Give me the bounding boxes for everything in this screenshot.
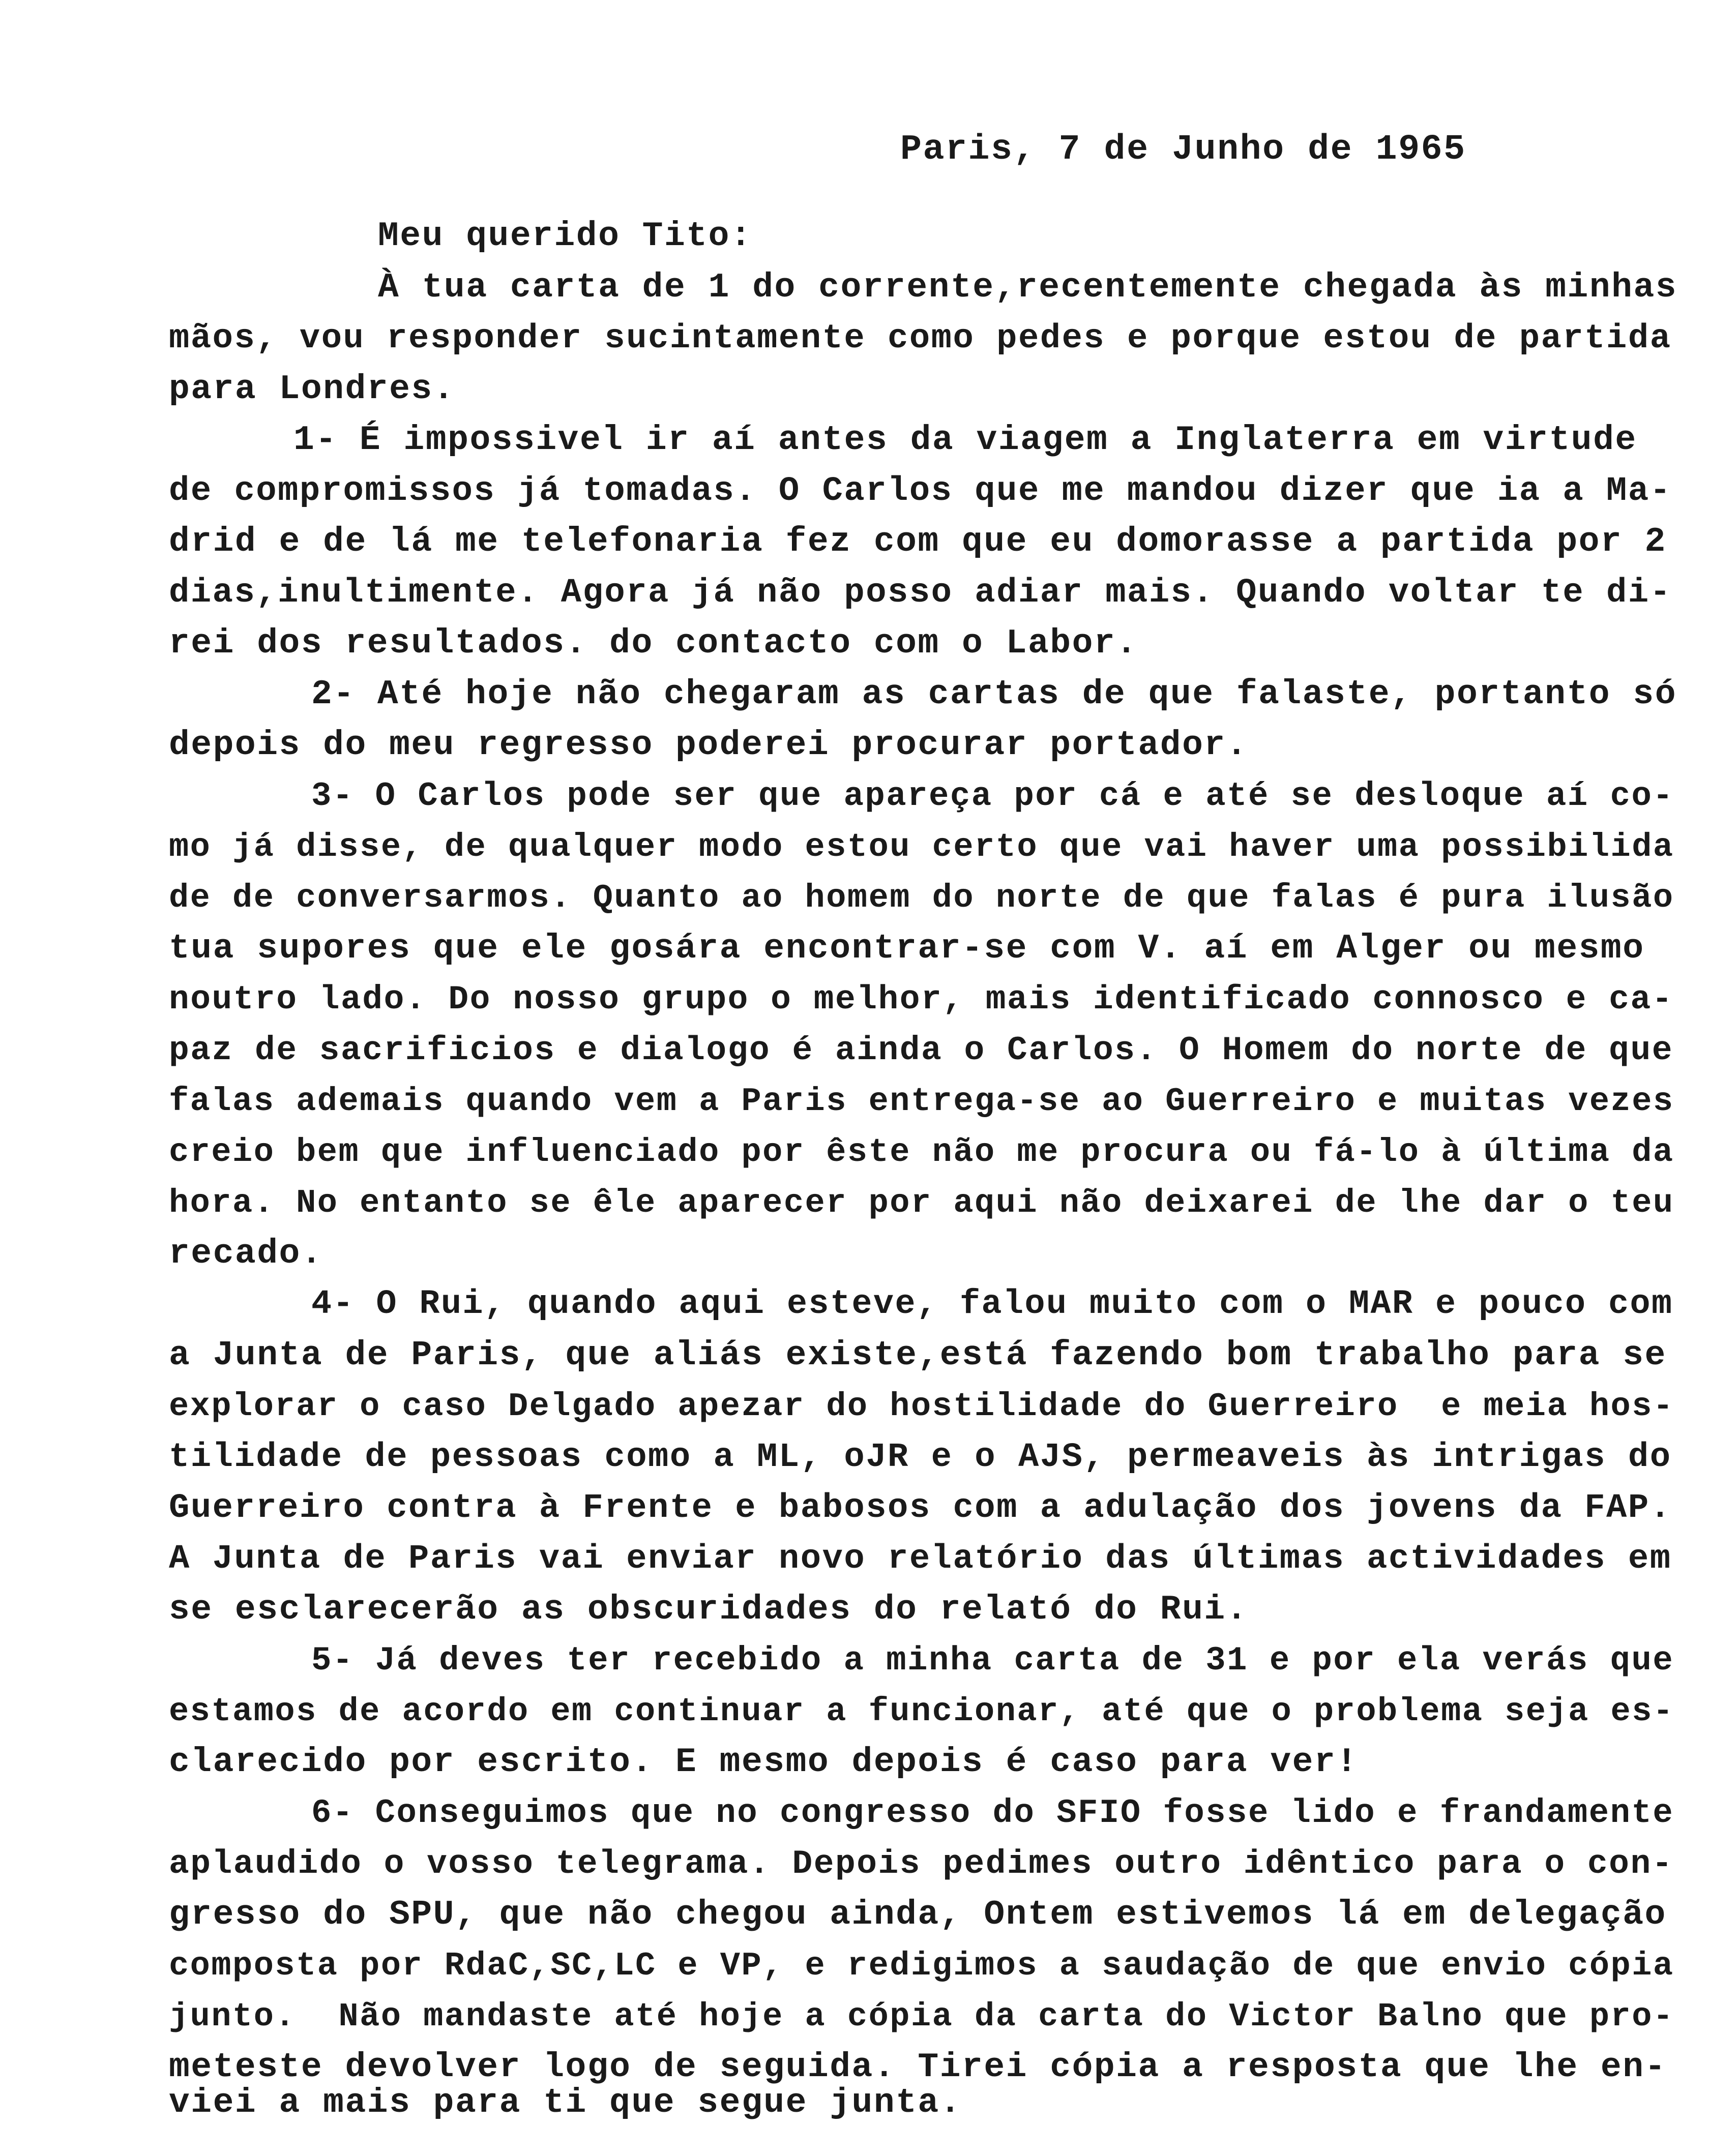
letter-salutation: Meu querido Tito: [378, 217, 753, 256]
body-line: se esclarecerão as obscuridades do relató do Rui. [169, 1590, 1249, 1629]
body-line: tilidade de pessoas como a ML, oJR e o AJS, permeaveis às intrigas do [169, 1438, 1672, 1477]
letter-date: Paris, 7 de Junho de 1965 [900, 130, 1466, 170]
body-line: noutro lado. Do nosso grupo o melhor, mais identificado connosco e ca- [169, 980, 1673, 1019]
body-line: junto. Não mandaste até hoje a cópia da carta do Victor Balno que pro- [169, 1998, 1674, 2035]
body-line: 1- É impossivel ir aí antes da viagem a Inglaterra em virtude [293, 421, 1637, 460]
body-line: para Londres. [169, 370, 455, 409]
body-line: rei dos resultados. do contacto com o Labor. [169, 624, 1138, 663]
body-line: depois do meu regresso poderei procurar portador. [169, 726, 1249, 765]
body-line: hora. No entanto se êle aparecer por aqui não deixarei de lhe dar o teu [169, 1184, 1674, 1222]
body-line: 6- Conseguimos que no congresso do SFIO fosse lido e frandamente [311, 1794, 1674, 1832]
body-line: aplaudido o vosso telegrama. Depois pedimes outro idêntico para o con- [169, 1845, 1673, 1883]
body-line: a Junta de Paris, que aliás existe,está fazendo bom trabalho para se [169, 1336, 1667, 1375]
body-line: A Junta de Paris vai enviar novo relatório das últimas actividades em [169, 1540, 1672, 1578]
body-line: meteste devolver logo de seguida. Tirei cópia a resposta que lhe en- [169, 2048, 1667, 2087]
body-line: creio bem que influenciado por êste não me procura ou fá-lo à última da [169, 1133, 1674, 1171]
body-line: 2- Até hoje não chegaram as cartas de que falaste, portanto só [311, 675, 1677, 714]
body-line: de de conversarmos. Quanto ao homem do norte de que falas é pura ilusão [169, 879, 1674, 917]
body-line: clarecido por escrito. E mesmo depois é caso para ver! [169, 1743, 1359, 1782]
body-line: paz de sacrificios e dialogo é ainda o Carlos. O Homem do norte de que [169, 1031, 1673, 1069]
body-line: drid e de lá me telefonaria fez com que eu domorasse a partida por 2 [169, 522, 1667, 561]
body-line: À tua carta de 1 do corrente,recentemente chegada às minhas [378, 268, 1678, 307]
body-line: de compromissos já tomadas. O Carlos que me mandou dizer que ia a Ma- [169, 472, 1672, 511]
body-line: 4- O Rui, quando aqui esteve, falou muito com o MAR e pouco com [311, 1285, 1673, 1324]
body-line: explorar o caso Delgado apezar do hostilidade do Guerreiro e meia hos- [169, 1388, 1674, 1425]
body-line: mo já disse, de qualquer modo estou certo que vai haver uma possibilida [169, 828, 1674, 866]
body-line: falas ademais quando vem a Paris entrega-se ao Guerreiro e muitas vezes [169, 1083, 1674, 1120]
body-line: recado. [169, 1234, 323, 1273]
body-line: composta por RdaC,SC,LC e VP, e redigimos a saudação de que envio cópia [169, 1947, 1674, 1985]
body-line: dias,inultimente. Agora já não posso adiar mais. Quando voltar te di- [169, 574, 1672, 612]
body-line: 5- Já deves ter recebido a minha carta de 31 e por ela verás que [311, 1641, 1674, 1680]
body-line: Guerreiro contra à Frente e babosos com a adulação dos jovens da FAP. [169, 1489, 1672, 1528]
body-line: tua supores que ele gosára encontrar-se com V. aí em Alger ou mesmo [169, 929, 1645, 968]
body-line: viei a mais para ti que segue junta. [169, 2083, 962, 2122]
body-line: gresso do SPU, que não chegou ainda, Ontem estivemos lá em delegação [169, 1895, 1667, 1934]
body-line: mãos, vou responder sucintamente como pedes e porque estou de partida [169, 319, 1672, 358]
body-line: 3- O Carlos pode ser que apareça por cá e até se desloque aí co- [311, 777, 1674, 815]
body-line: estamos de acordo em continuar a funcionar, até que o problema seja es- [169, 1693, 1674, 1730]
